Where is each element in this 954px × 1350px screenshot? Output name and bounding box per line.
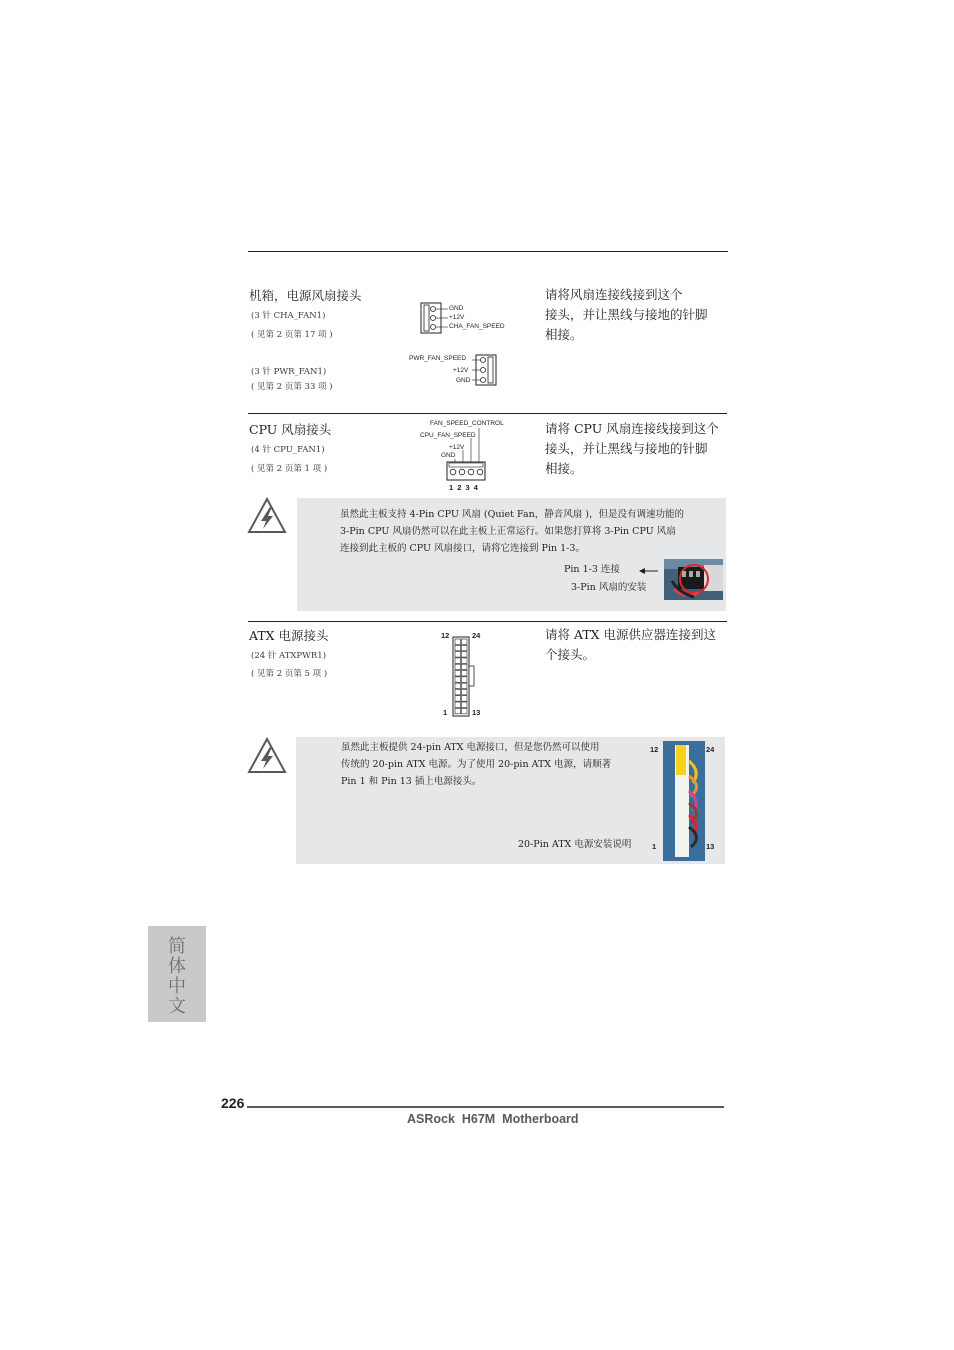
cpu-note-caption-2: 3-Pin 风扇的安装 [571,582,647,593]
cpu-fan-note [297,498,726,611]
atx-pin-24-label: 24 [472,631,481,640]
cha-speed-label: CHA_FAN_SPEED [449,323,505,330]
cha-12v-label: +12V [449,314,465,321]
cpu-12v-label: +12V [449,444,465,451]
pwr-fan-pins: (3 针 PWR_FAN1) [251,367,327,377]
atx-pin-12-label: 12 [441,631,450,640]
atx-power-ref: ( 见第 2 页第 5 项 ) [251,669,328,679]
atx-power-title: ATX 电源接头 [249,628,329,643]
atx-power-description: 请将 ATX 电源供应器连接到这 个接头。 [545,627,717,662]
atx-pin-13-label: 13 [472,708,481,717]
cpu-note-text: 虽然此主板支持 4-Pin CPU 风扇 (Quiet Fan，静音风扇 )，但是没有调速功能的 3-Pin CPU 风扇仍然可以在此主板上正常运行。如果您打算将 3-Pin CPU 风扇 连接到此主板的 CPU 风扇接口，请将它连接到 Pin 1-3。 [340,509,684,554]
atx-connector-photo [663,741,705,861]
cha-gnd-label: GND [449,305,464,312]
cpu-speed-control-label: FAN_SPEED_CONTROL [430,420,504,427]
page-number: 226 [221,1095,245,1111]
cpu-fan-speed-label: CPU_FAN_SPEED [420,432,476,439]
atx-note-pin-12: 12 [650,745,659,754]
cha-fan-ref: ( 见第 2 页第 17 项 ) [251,330,333,340]
top-rule [248,251,728,252]
cha-fan-header-diagram [420,302,450,334]
cha-fan-pins: (3 针 CHA_FAN1) [251,311,326,321]
atx-power-note [296,737,725,864]
cpu-fan-ref: ( 见第 2 页第 1 项 ) [251,464,328,474]
atx-note-pin-1: 1 [652,842,657,851]
atx-note-pin-13: 13 [706,842,715,851]
arrow-left-icon [639,566,659,576]
pwr-fan-ref: ( 见第 2 页第 33 项 ) [251,382,333,392]
cpu-fan-title: CPU 风扇接头 [249,422,332,437]
language-tab-label: 简体中文 [165,936,186,1016]
chassis-fan-title: 机箱，电源风扇接头 [249,288,362,303]
pwr-gnd-label: GND [456,377,471,384]
atx-note-pin-24: 24 [706,745,715,754]
divider-1 [248,413,727,414]
product-name: ASRock H67M Motherboard [407,1112,579,1126]
pwr-fan-header-diagram [472,354,498,386]
cpu-fan-description: 请将 CPU 风扇连接线接到这个 接头，并让黑线与接地的针脚 相接。 [545,421,719,476]
language-tab [148,926,206,1022]
footer-rule [247,1106,724,1108]
fan-connector-photo [664,559,723,600]
atx-power-pins: (24 针 ATXPWR1) [251,651,327,661]
atx-note-caption: 20-Pin ATX 电源安装说明 [518,839,632,850]
cpu-note-caption-1: Pin 1-3 连接 [564,564,620,575]
cpu-fan-pins: (4 针 CPU_FAN1) [251,445,325,455]
pwr-speed-label: PWR_FAN_SPEED [409,355,467,362]
warning-icon [246,736,288,776]
cpu-gnd-label: GND [441,452,456,459]
atx-header-diagram [451,636,477,718]
atx-note-text: 虽然此主板提供 24-pin ATX 电源接口，但是您仍然可以使用 传统的 20-pin ATX 电源。为了使用 20-pin ATX 电源，请顺著 Pin 1 和 Pin 13 插上电源接头。 [341,742,612,787]
pwr-12v-label: +12V [453,367,469,374]
cpu-pin-numbers: 1 2 3 4 [449,483,479,492]
warning-icon [246,496,288,536]
atx-pin-1-label: 1 [443,708,448,717]
chassis-fan-description: 请将风扇连接线接到这个 接头，并让黑线与接地的针脚 相接。 [545,287,708,342]
divider-2 [248,621,727,622]
